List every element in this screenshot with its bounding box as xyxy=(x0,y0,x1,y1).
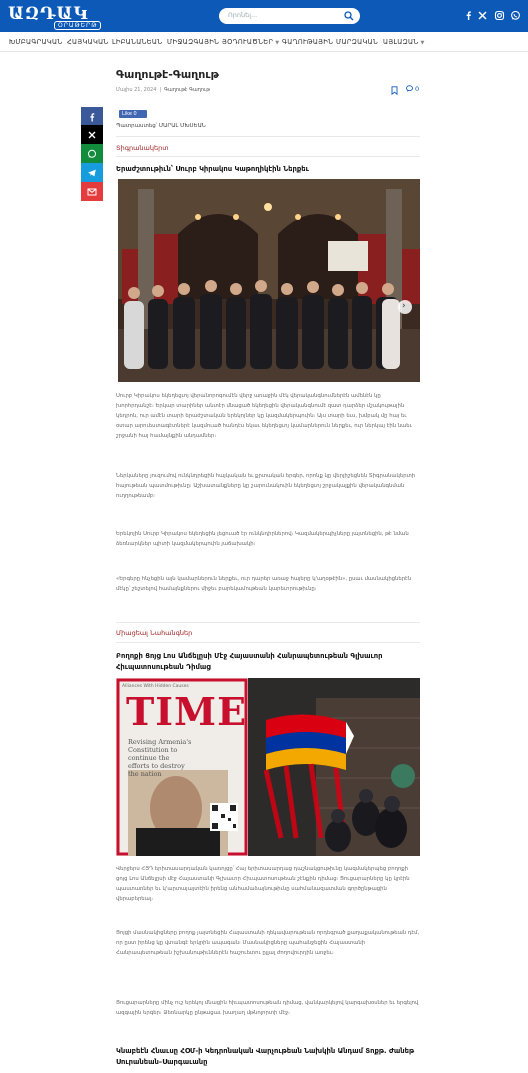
article-date: Մայիս 21, 2024 xyxy=(116,87,157,93)
main-nav xyxy=(0,32,528,52)
search-input[interactable] xyxy=(219,8,360,24)
share-email-button[interactable] xyxy=(81,182,103,201)
article-category-link[interactable]: Գաղութէ Գաղութ xyxy=(164,87,210,93)
article-meta: Մայիս 21, 2024 | Գաղութէ Գաղութ xyxy=(116,87,210,93)
search-placeholder: Որոնել... xyxy=(228,11,258,19)
poster-headline: Revising Armenia's Constitution to continue the efforts to destroy the nation xyxy=(128,738,192,778)
protest-photo xyxy=(116,678,420,856)
article-title: Գաղութէ-Գաղութ xyxy=(116,68,219,81)
poster-masthead: TIME xyxy=(126,689,248,734)
facebook-like-button[interactable]: Like 0 xyxy=(119,110,147,118)
x-twitter-icon[interactable] xyxy=(477,10,488,21)
section-rubric-usa: Միացեալ Նահանգներ xyxy=(116,629,193,637)
whatsapp-icon[interactable] xyxy=(510,10,521,21)
whatsapp-icon xyxy=(87,149,97,159)
nav-item-sports[interactable]: ՄԱՐԶԱԿԱՆ xyxy=(336,38,379,46)
comment-count[interactable] xyxy=(406,85,419,93)
article-byline: Պատրաստեց՝ ՄԱՐԱԼ ՄԽՍԵԱՆ xyxy=(116,123,206,129)
bookmark-icon[interactable] xyxy=(391,86,398,95)
article-paragraph: «Երգերը հնչեցին այն կամարներուն ներքեւ, ուր դարեր առաջ հայերը կ'աղօթէին», ըսաւ մասնակիցներէն մէկը՝ շեշտելով համայնքներու միջեւ բարեկամութեան կարեւորութիւնը։ xyxy=(116,576,412,592)
article-paragraph: Ներկաները յուզումով ունկնդրեցին հայկական եւ քրտական երգեր, որոնք կը վերյիշեցնեն Տիգրանակերտի հայութեան պատմութիւնը։ Աշխատանքները կը շարունակուին եկեղեցւոյ շրջակայքին վերականգնման ուղղութեամբ։ xyxy=(116,473,416,499)
share-facebook-button[interactable] xyxy=(81,107,103,126)
article-paragraph: Ցոյցի մասնակիցները բողոք յայտնեցին Հայաստանի ղեկավարութեան որդեգրած քաղաքականութեան դէմ, որ ըստ իրենց կը վտանգէ երկրին ապագան։ Մասնակիցները պահանջեցին Հայաստանի Հանրապետութեան իշխանութիւններէն հաշուետու ըլլալ ժողովուրդին առջեւ։ xyxy=(116,930,420,956)
comment-icon xyxy=(406,85,413,92)
share-telegram-button[interactable] xyxy=(81,163,103,182)
section-heading-concert: Երաժշտութիւն՝ Սուրբ Կիրակոս Կաթողիկէին Ներքեւ xyxy=(116,165,309,173)
x-twitter-icon xyxy=(87,130,97,140)
nav-item-editorial[interactable]: ԽՄԲԱԳՐԱԿԱՆ xyxy=(9,38,63,46)
article-paragraph: Երեկոյին Սուրբ Կիրակոս եկեղեցին լեցուած էր ունկնդիրներով։ Կազմակերպիչները յայտնեցին, թէ նման ձեռնարկներ պիտի կազմակերպուին յաճախակի։ xyxy=(116,531,409,547)
chevron-down-icon: ▼ xyxy=(420,40,425,46)
church-group-photo xyxy=(118,179,420,382)
section-rubric-tigranakert: Տիգրանակերտ xyxy=(116,144,169,152)
divider xyxy=(116,642,420,643)
nav-item-lebanese[interactable]: ԼԻԲԱՆԱՆԵԱՆ xyxy=(112,38,163,46)
article-paragraph: Վերջերս ՀՅԴ երիտասարդական կառոյցը՝ Հայ երիտասարդաց դաշնակցութիւնը կազմակերպեց բողոքի ցոյց Լոս Անճելըսի մէջ Հայաստանի Գլխաւոր Հիւպատոսութեան շէնքին դիմաց։ Ցուցարարները կը կրէին պաստառներ եւ կ'արտայայտէին իրենց անհամաձայնութիւնը սահմանազատման գործընթացին վերաբերեալ։ xyxy=(116,866,410,902)
logo-text: ԱԶԴԱԿ xyxy=(8,4,89,24)
share-x-button[interactable] xyxy=(81,125,103,144)
share-whatsapp-button[interactable] xyxy=(81,144,103,163)
divider xyxy=(116,622,420,623)
carousel-next-button[interactable] xyxy=(398,300,412,314)
poster-corner-text: Alliances With Hidden Causes xyxy=(122,684,189,689)
search-icon[interactable] xyxy=(344,11,354,21)
chevron-right-icon: › xyxy=(402,301,406,311)
nav-item-community[interactable]: ԳԱՂՈՒԹԱՅԻՆ xyxy=(282,38,334,46)
telegram-icon xyxy=(87,168,97,178)
header-bar xyxy=(0,0,528,32)
comment-count-value: 0 xyxy=(415,85,420,93)
site-logo[interactable] xyxy=(8,3,103,29)
logo-subtitle: ՕՐԱԹԵՐԹ xyxy=(54,21,101,30)
article-paragraph: Ցուցարարները մինչ ուշ երեկոյ մնացին հիւպատոսութեան դիմաց, վանկարկելով կարգախօսներ եւ երգելով ազգային երգեր։ Ձեռնարկը ընթացաւ խաղաղ մթնոլորտի մէջ։ xyxy=(116,1000,419,1016)
nav-item-miscellaneous[interactable]: ԱՅԼԱԶԱՆ ▼ xyxy=(383,38,425,46)
nav-item-international[interactable]: ՄԻՋԱԶԳԱՅԻՆ xyxy=(167,38,220,46)
chevron-down-icon: ▼ xyxy=(275,40,280,46)
divider xyxy=(116,156,420,157)
nav-item-articles[interactable]: ՅՕԴՈՒԱԾՆԵՐ ▼ xyxy=(222,38,280,46)
instagram-icon[interactable] xyxy=(494,10,505,21)
section-heading-protest: Բողոքի Ցոյց Լոս Անճելըսի Մէջ Հայաստանի Հանրապետութեան Գլխաւոր Հիւպատոսութեան Դիմաց xyxy=(116,652,383,671)
email-icon xyxy=(87,187,97,197)
divider xyxy=(116,136,420,137)
facebook-icon[interactable] xyxy=(463,10,474,21)
facebook-icon xyxy=(87,112,97,122)
nav-item-armenian[interactable]: ՀԱՅԿԱԿԱՆ xyxy=(67,38,109,46)
article-paragraph: Սուրբ Կիրակոս եկեղեցւոյ վերանորոգումէն վերջ առաջին մէկ վերականգնումներէն ամենէն կը խորհրդանշէ։ Երկար տարիներ անտէր մնացած եկեղեցին վերականգնումէ զատ դարձեր մշակութային կեդրոն, ուր ամէն տարի երաժշտական երեկոյներ կը կազմակերպուին։ Այս տարի եւս, խմբակ մը հայ եւ օտար արուեստագէտներէ կազմուած հանդէս եկաւ եկեղեցւոյ կամարներուն ներքեւ, ուր ներկայ էին նաեւ շրջանի հայ համայնքին անդամներ։ xyxy=(116,393,412,439)
section-heading-obituary: Կնաբեէն Հնաւսը ՀՕՄ-ի Կեդրոնական Վարչութեան Նախկին Անդամ Տոքթ. Ժանեթ Սուրանեան–Սարգաւանը xyxy=(116,1047,415,1066)
